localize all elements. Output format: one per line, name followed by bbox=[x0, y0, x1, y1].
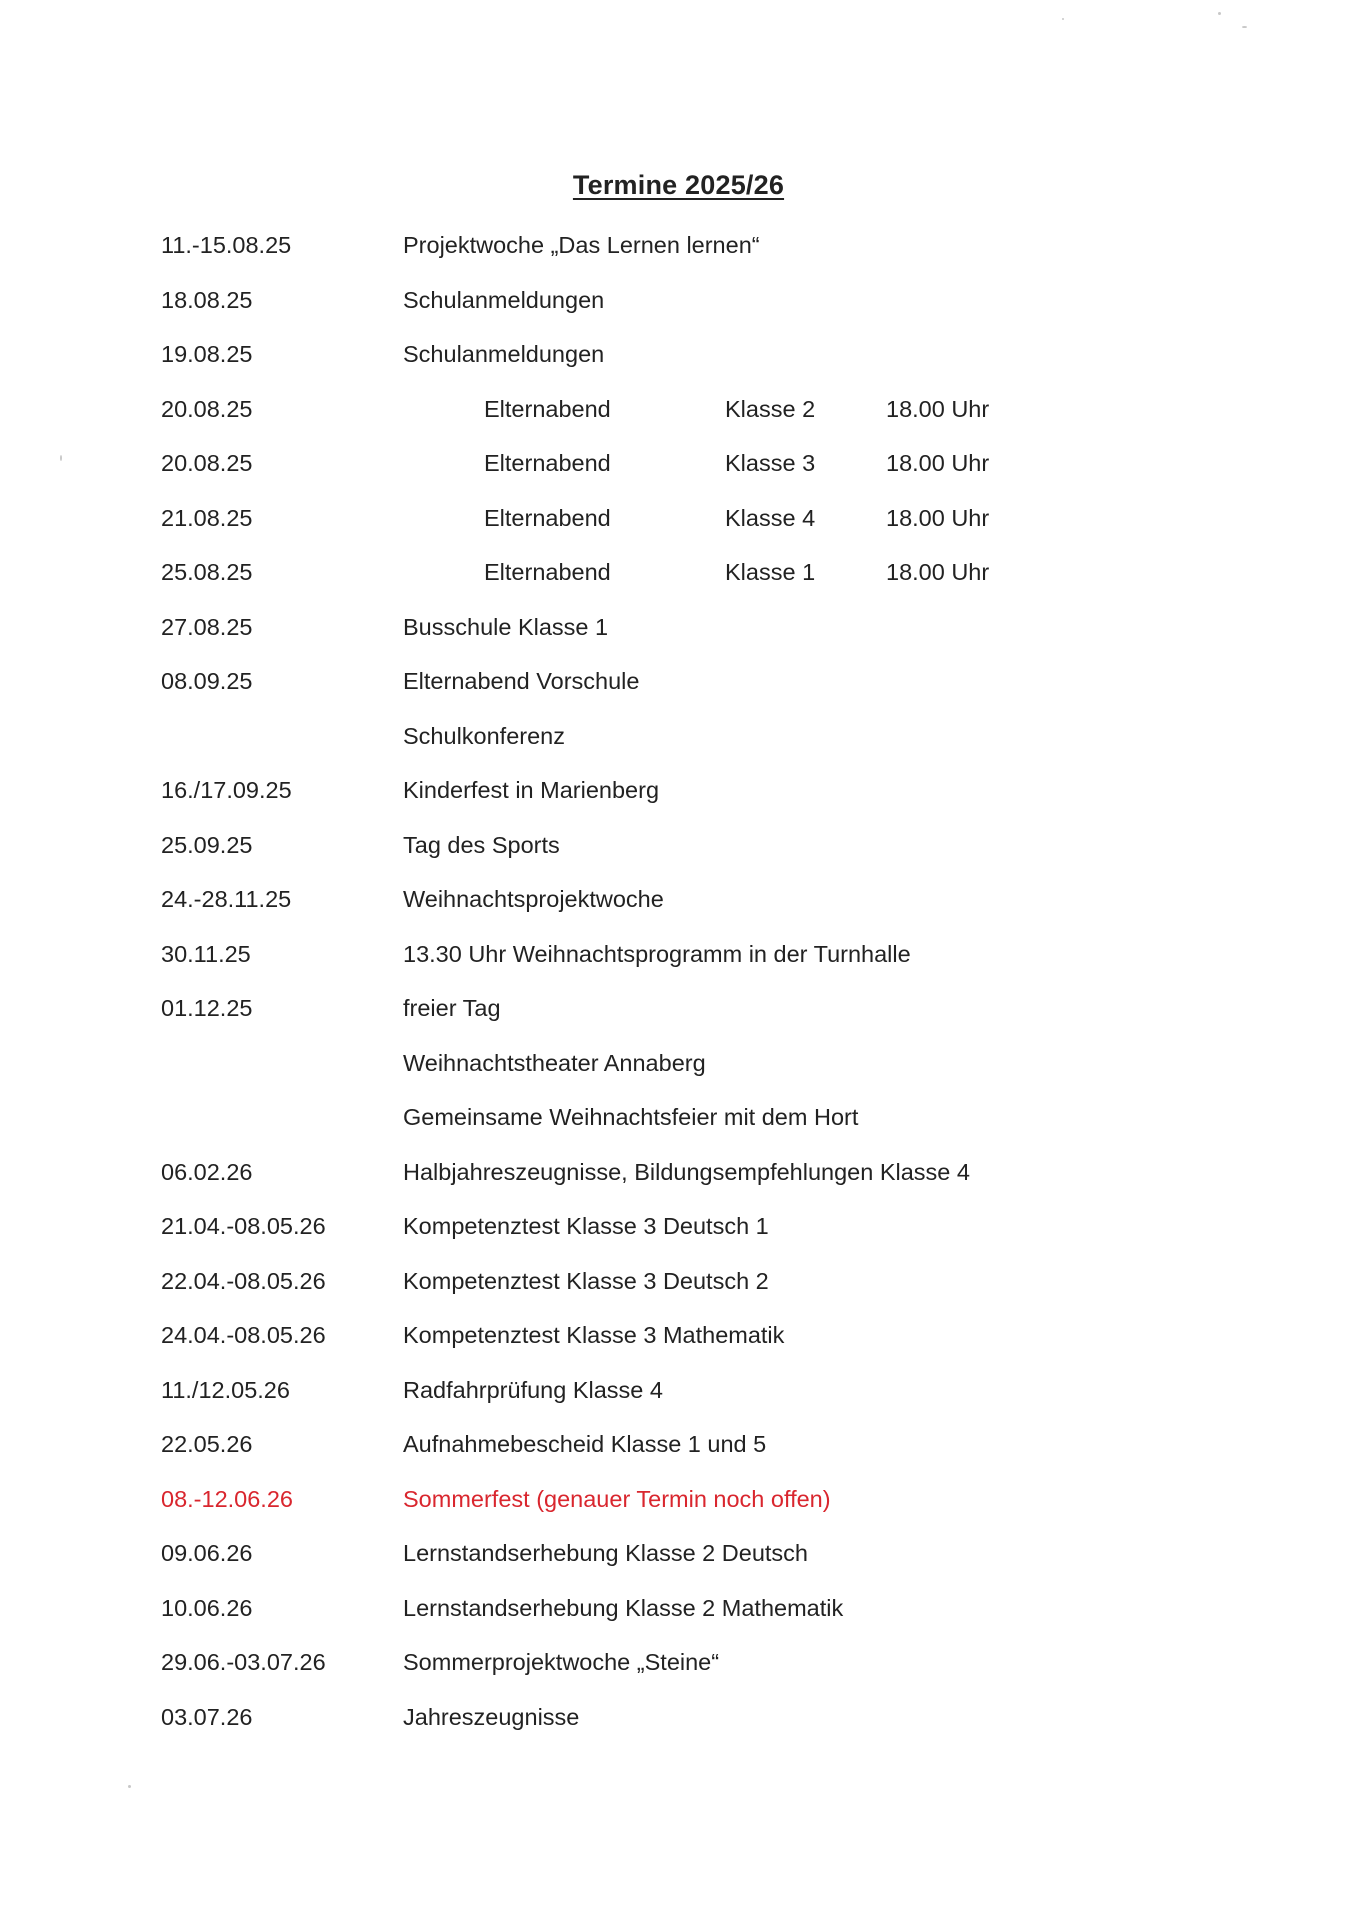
schedule-row bbox=[0, 770, 1357, 810]
schedule-row bbox=[0, 280, 1357, 320]
entry-date: 11./12.05.26 bbox=[161, 1376, 290, 1403]
entry-date: 22.04.-08.05.26 bbox=[161, 1267, 326, 1294]
schedule-row-highlighted bbox=[0, 1479, 1357, 1519]
entry-time: 18.00 Uhr bbox=[886, 395, 990, 422]
schedule-row bbox=[0, 1315, 1357, 1355]
entry-date: 03.07.26 bbox=[161, 1703, 253, 1730]
entry-description: Schulkonferenz bbox=[403, 722, 565, 749]
entry-description: Gemeinsame Weihnachtsfeier mit dem Hort bbox=[403, 1104, 859, 1130]
entry-date: 11.-15.08.25 bbox=[161, 232, 292, 258]
entry-date: 01.12.25 bbox=[161, 995, 253, 1021]
schedule-row bbox=[0, 607, 1357, 647]
entry-date: 16./17.09.25 bbox=[161, 777, 292, 803]
entry-date: 22.05.26 bbox=[161, 1431, 253, 1457]
entry-description: Sommerfest (genauer Termin noch offen) bbox=[403, 1485, 831, 1512]
entry-description: Schulanmeldungen bbox=[403, 286, 605, 313]
scan-speck bbox=[128, 1785, 131, 1788]
entry-date: 18.08.25 bbox=[161, 286, 253, 313]
schedule-row bbox=[0, 552, 1357, 592]
entry-description: Elternabend Vorschule bbox=[403, 668, 640, 694]
entry-description: freier Tag bbox=[403, 995, 501, 1021]
schedule-row bbox=[0, 1424, 1357, 1464]
entry-date: 21.04.-08.05.26 bbox=[161, 1213, 326, 1239]
entry-description: Kompetenztest Klasse 3 Deutsch 2 bbox=[403, 1267, 769, 1294]
entry-date: 21.08.25 bbox=[161, 504, 253, 531]
entry-time: 18.00 Uhr bbox=[886, 559, 990, 585]
entry-event: Elternabend bbox=[484, 450, 611, 476]
entry-date: 06.02.26 bbox=[161, 1158, 253, 1185]
entry-date: 27.08.25 bbox=[161, 613, 253, 640]
entry-description: Jahreszeugnisse bbox=[403, 1703, 580, 1730]
entry-date: 08.-12.06.26 bbox=[161, 1485, 293, 1512]
page-title: Termine 2025/26 bbox=[572, 170, 785, 200]
schedule-row bbox=[0, 934, 1357, 974]
schedule-row bbox=[0, 1642, 1357, 1682]
entry-description: Weihnachtstheater Annaberg bbox=[403, 1049, 706, 1076]
scan-speck bbox=[1242, 26, 1247, 28]
entry-date: 10.06.26 bbox=[161, 1594, 253, 1621]
entry-description: Aufnahmebescheid Klasse 1 und 5 bbox=[403, 1431, 767, 1457]
entry-description: Radfahrprüfung Klasse 4 bbox=[403, 1376, 663, 1403]
entry-description: 13.30 Uhr Weihnachtsprogramm in der Turnhalle bbox=[403, 940, 911, 967]
entry-date: 25.08.25 bbox=[161, 559, 253, 585]
scan-speck bbox=[1062, 18, 1064, 20]
entry-description: Weihnachtsprojektwoche bbox=[403, 886, 664, 912]
schedule-row bbox=[0, 716, 1357, 756]
entry-description: Kompetenztest Klasse 3 Mathematik bbox=[403, 1322, 785, 1348]
entry-date: 24.04.-08.05.26 bbox=[161, 1322, 326, 1348]
entry-date: 20.08.25 bbox=[161, 395, 253, 422]
scan-speck bbox=[1218, 12, 1221, 15]
entry-date: 08.09.25 bbox=[161, 668, 253, 694]
entry-class: Klasse 4 bbox=[725, 504, 816, 531]
entry-class: Klasse 1 bbox=[725, 559, 816, 585]
schedule-row bbox=[0, 334, 1357, 374]
entry-event: Elternabend bbox=[484, 504, 611, 531]
entry-date: 25.09.25 bbox=[161, 831, 253, 858]
schedule-row bbox=[0, 879, 1357, 919]
entry-date: 20.08.25 bbox=[161, 450, 253, 476]
schedule-row bbox=[0, 225, 1357, 265]
schedule-row bbox=[0, 1152, 1357, 1192]
entry-time: 18.00 Uhr bbox=[886, 450, 990, 476]
entry-date: 30.11.25 bbox=[161, 940, 251, 967]
entry-class: Klasse 3 bbox=[725, 450, 816, 476]
entry-class: Klasse 2 bbox=[725, 395, 816, 422]
schedule-row bbox=[0, 1533, 1357, 1573]
schedule-row bbox=[0, 988, 1357, 1028]
schedule-row bbox=[0, 389, 1357, 429]
schedule-row bbox=[0, 661, 1357, 701]
entry-description: Sommerprojektwoche „Steine“ bbox=[403, 1649, 720, 1675]
schedule-row bbox=[0, 1206, 1357, 1246]
schedule-row bbox=[0, 1697, 1357, 1737]
schedule-row bbox=[0, 1261, 1357, 1301]
entry-date: 29.06.-03.07.26 bbox=[161, 1649, 326, 1675]
entry-event: Elternabend bbox=[484, 395, 611, 422]
schedule-row bbox=[0, 498, 1357, 538]
schedule-row bbox=[0, 1097, 1357, 1137]
entry-description: Halbjahreszeugnisse, Bildungsempfehlungen Klasse 4 bbox=[403, 1158, 970, 1185]
schedule-row bbox=[0, 443, 1357, 483]
schedule-row bbox=[0, 825, 1357, 865]
entry-description: Kinderfest in Marienberg bbox=[403, 777, 660, 803]
entry-time: 18.00 Uhr bbox=[886, 504, 990, 531]
entry-description: Busschule Klasse 1 bbox=[403, 613, 609, 640]
entry-description: Schulanmeldungen bbox=[403, 341, 605, 367]
entry-description: Lernstandserhebung Klasse 2 Mathematik bbox=[403, 1594, 844, 1621]
entry-event: Elternabend bbox=[484, 559, 611, 585]
schedule-row bbox=[0, 1370, 1357, 1410]
entry-description: Kompetenztest Klasse 3 Deutsch 1 bbox=[403, 1213, 769, 1239]
entry-description: Projektwoche „Das Lernen lernen“ bbox=[403, 232, 760, 258]
schedule-row bbox=[0, 1588, 1357, 1628]
entry-description: Tag des Sports bbox=[403, 831, 560, 858]
entry-date: 19.08.25 bbox=[161, 341, 253, 367]
entry-description: Lernstandserhebung Klasse 2 Deutsch bbox=[403, 1540, 808, 1566]
scan-speck bbox=[60, 455, 62, 461]
entry-date: 24.-28.11.25 bbox=[161, 886, 292, 912]
schedule-row bbox=[0, 1043, 1357, 1083]
entry-date: 09.06.26 bbox=[161, 1540, 253, 1566]
